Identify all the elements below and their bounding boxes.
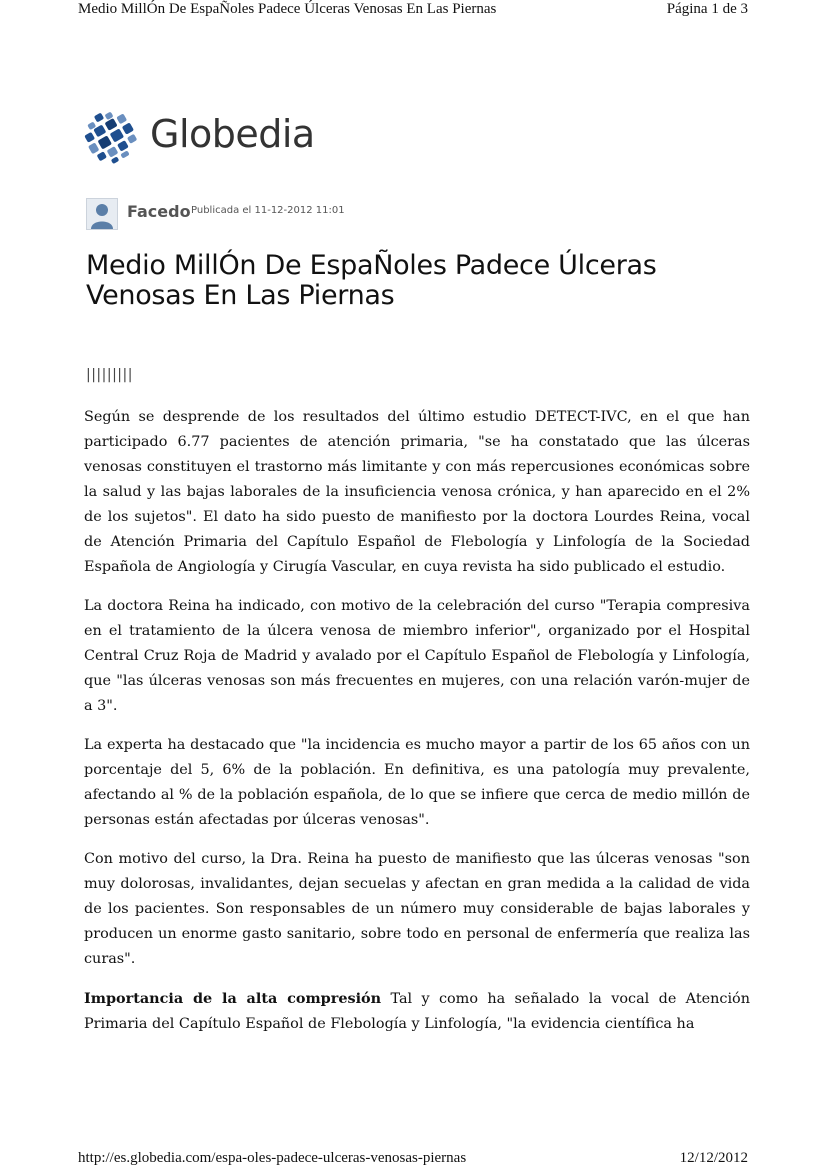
author-name[interactable]: Facedo <box>127 202 191 221</box>
paragraph: Según se desprende de los resultados del último estudio DETECT-IVC, en el que han participado 6.77 pacientes de atención primaria, "se ha constatado que las úlceras venosas constituyen el trastorno más limitante y con más repercusiones económicas sobre la salud y las bajas laborales de la insuficiencia venosa crónica, y han aparecido en el 2% de los sujetos". El dato ha sido puesto de manifiesto por la doctora Lourdes Reina, vocal de Atención Primaria del Capítulo Español de Flebología y Linfología de la Sociedad Española de Angiología y Cirugía Vascular, en cuya revista ha sido publicado el estudio. <box>84 409 750 575</box>
print-footer-date: 12/12/2012 <box>679 1150 748 1166</box>
user-avatar-icon <box>86 198 118 230</box>
paragraph: Con motivo del curso, la Dra. Reina ha puesto de manifiesto que las úlceras venosas "son muy dolorosas, invalidantes, dejan secuelas y afectan en gran medida a la calidad de vida de los pacientes. Son responsables de un número muy considerable de bajas laborales y producen un enorme gasto sanitario, sobre todo en personal de enfermería que realiza las curas". <box>84 851 750 967</box>
print-footer-url: http://es.globedia.com/espa-oles-padece-ulceras-venosas-piernas <box>78 1150 467 1166</box>
site-logo[interactable] <box>84 108 344 168</box>
paragraph: La experta ha destacado que "la incidencia es mucho mayor a partir de los 65 años con un porcentaje del 5, 6% de la población. En definitiva, es una patología muy prevalente, afectando al % de la población española, de lo que se infiere que cerca de medio millón de personas están afectadas por úlceras venosas". <box>84 737 750 828</box>
print-footer <box>78 1150 748 1170</box>
print-header <box>78 0 748 20</box>
paragraph-text: Tal y como ha señalado la vocal de Atención Primaria del Capítulo Español de Flebología y Linfología, "la evidencia científica ha <box>84 991 750 1032</box>
print-header-page: Página 1 de 3 <box>666 1 748 17</box>
section-heading: Importancia de la alta compresión <box>84 990 382 1007</box>
separator: ||||||||| <box>86 367 133 383</box>
globe-dots-icon <box>84 108 140 164</box>
article-title: Medio MillÓn De EspaÑoles Padece Úlceras Venosas En Las Piernas <box>86 250 657 311</box>
print-header-title: Medio MillÓn De EspaÑoles Padece Úlceras Venosas En Las Piernas <box>78 1 497 17</box>
logo-text: Globedia <box>150 112 315 156</box>
article-body <box>84 405 750 1051</box>
paragraph <box>84 986 750 1037</box>
paragraph: La doctora Reina ha indicado, con motivo de la celebración del curso "Terapia compresiva en el tratamiento de la úlcera venosa de miembro inferior", organizado por el Hospital Central Cruz Roja de Madrid y avalado por el Capítulo Español de Flebología y Linfología, que "las úlceras venosas son más frecuentes en mujeres, con una relación varón-mujer de a 3". <box>84 598 750 714</box>
published-date: Publicada el 11-12-2012 11:01 <box>191 205 345 216</box>
